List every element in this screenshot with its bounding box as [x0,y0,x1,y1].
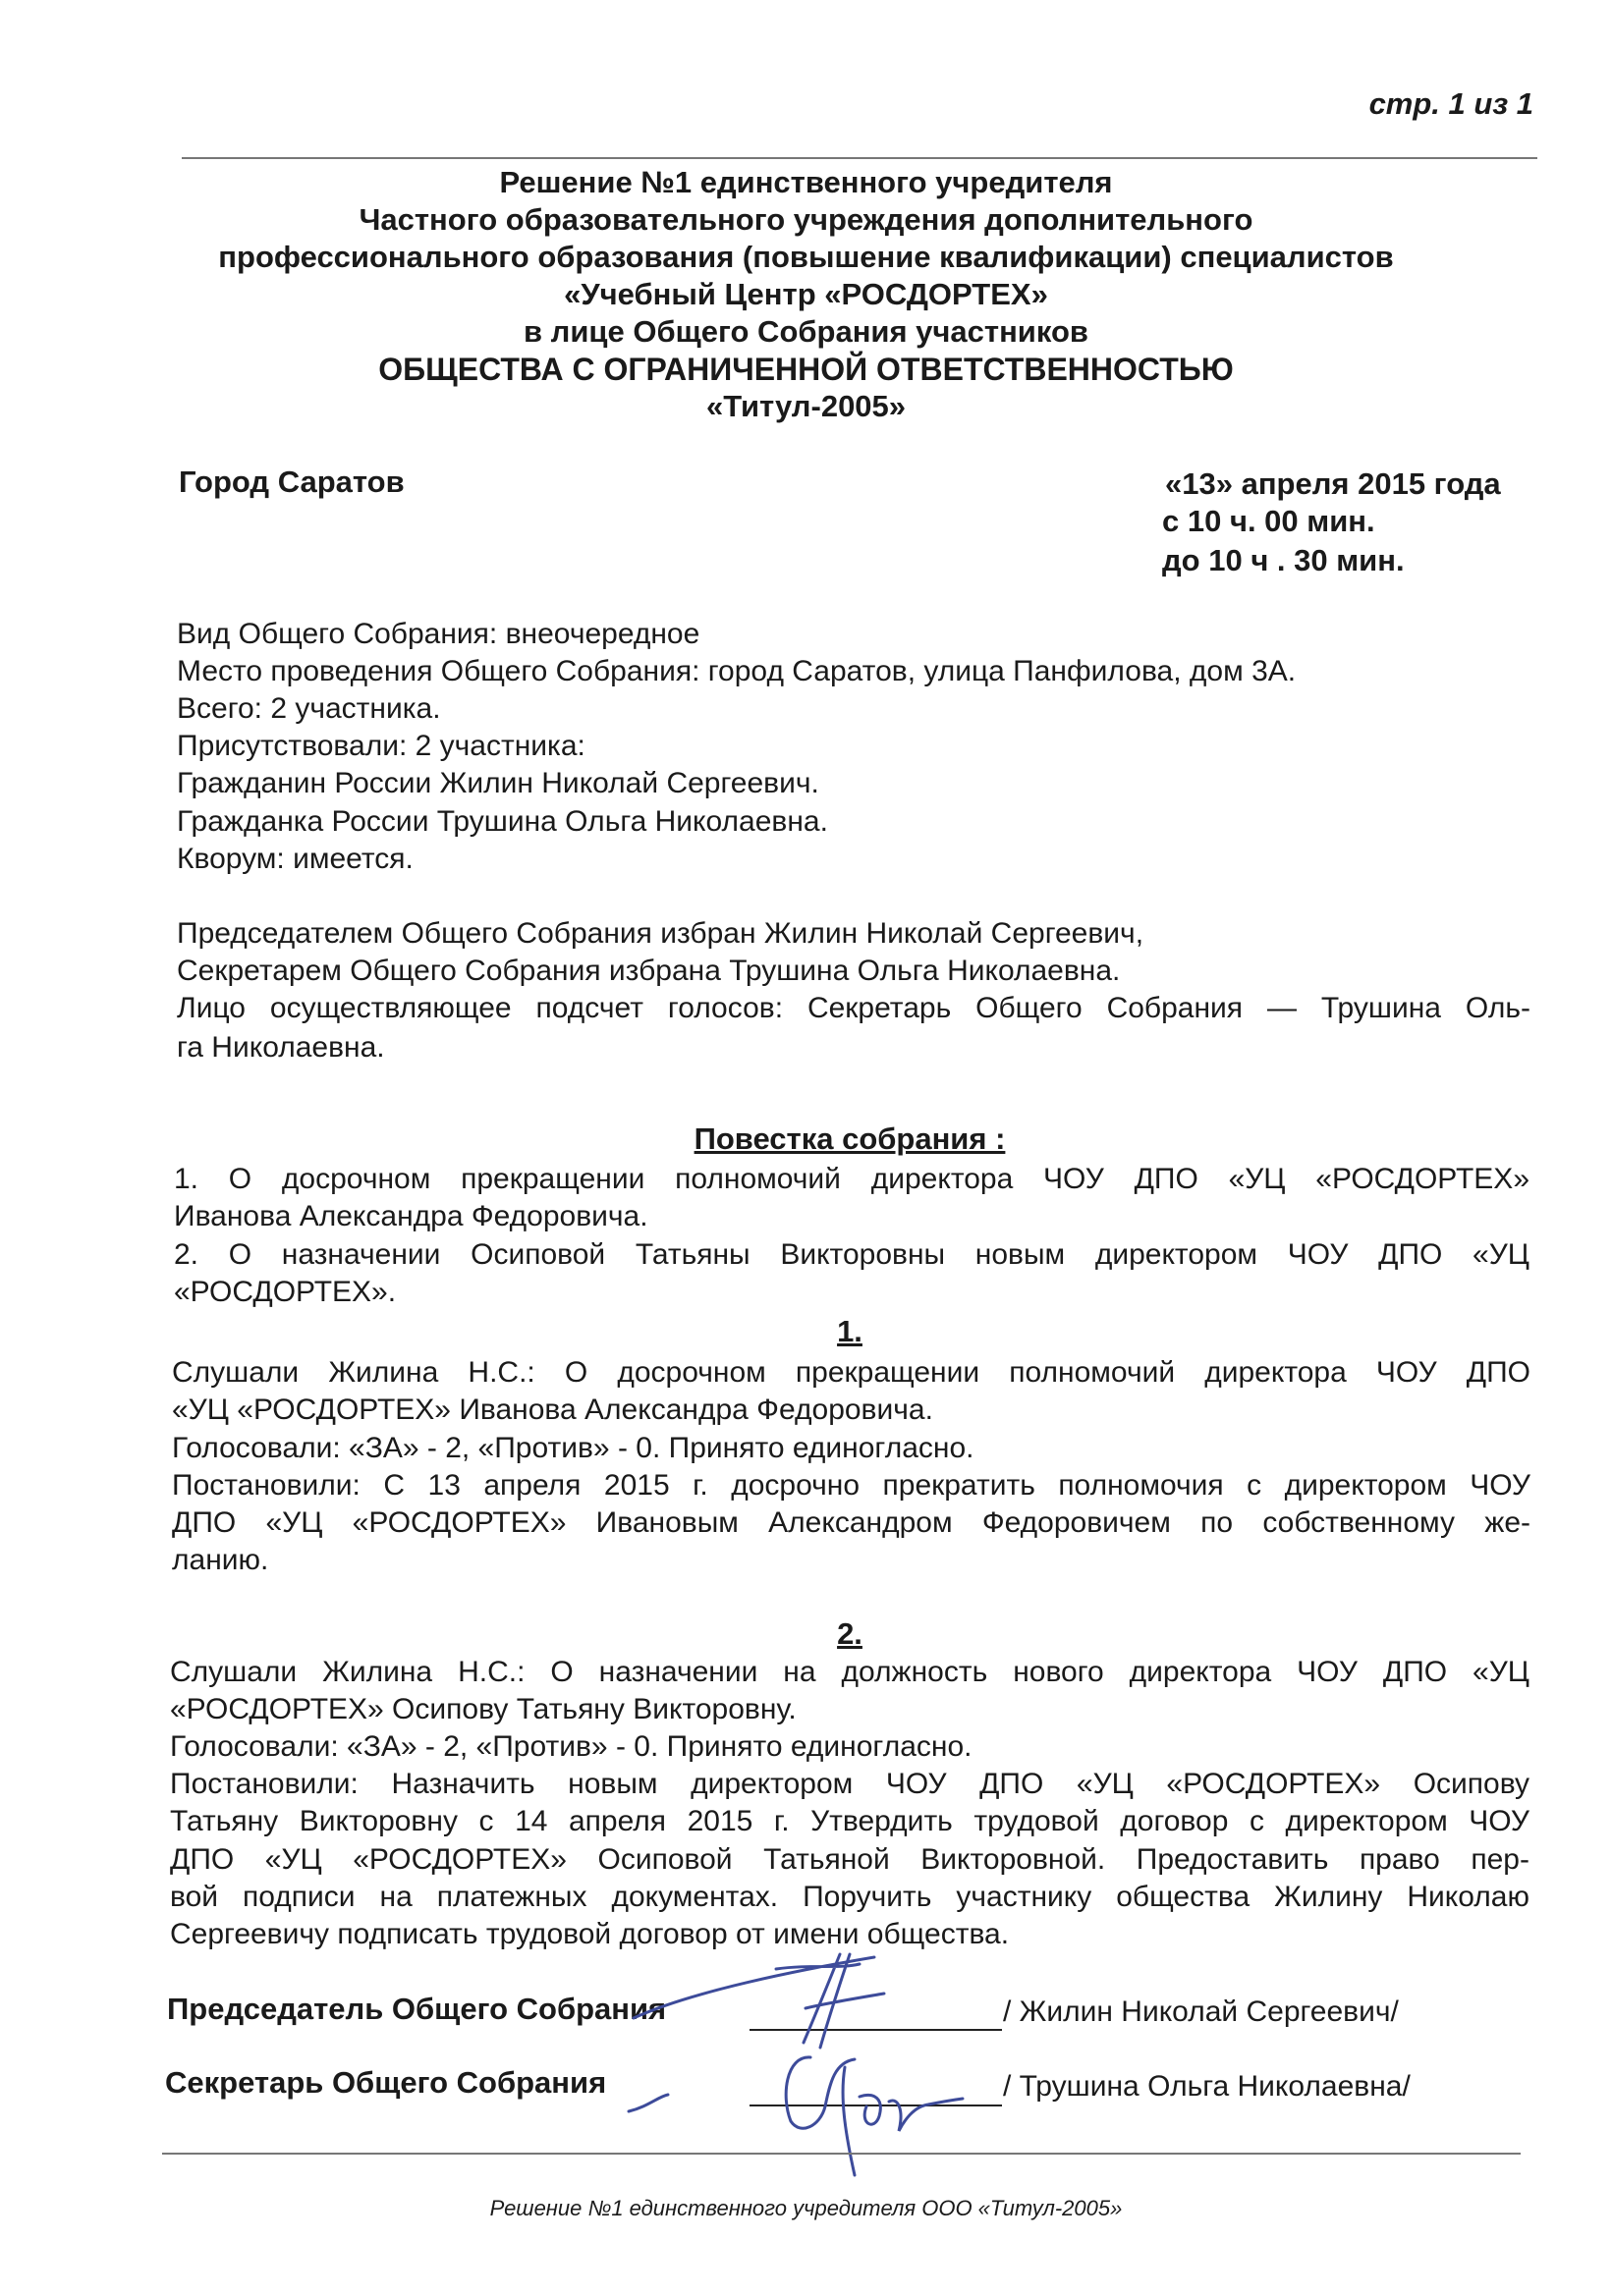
item-line: Постановили: Назначить новым директором ЧОУ ДПО «УЦ «РОСДОРТЕХ» Осипову [170,1768,1529,1800]
officer-line: Председателем Общего Собрания избран Жилин Николай Сергеевич, [177,917,1144,950]
agenda-heading: Повестка собрания : [694,1121,1006,1156]
item-line: «УЦ «РОСДОРТЕХ» Иванова Александра Федоровича. [172,1394,933,1426]
item-line: Слушали Жилина Н.С.: О назначении на должность нового директора ЧОУ ДПО «УЦ [170,1656,1529,1688]
secretary-title: Секретарь Общего Собрания [165,2065,607,2100]
info-line: Вид Общего Собрания: внеочередное [177,618,700,650]
info-line: Гражданка России Трушина Ольга Николаевна. [177,805,828,838]
title-line: в лице Общего Собрания участников [524,314,1088,349]
title-line: «Учебный Центр «РОСДОРТЕХ» [564,277,1048,311]
item-line: Слушали Жилина Н.С.: О досрочном прекращении полномочий директора ЧОУ ДПО [172,1356,1530,1389]
item-1-number: 1. [837,1314,862,1348]
footer-rule [162,2153,1521,2155]
page-number: стр. 1 из 1 [1368,86,1533,121]
agenda-line: 1. О досрочном прекращении полномочий директора ЧОУ ДПО «УЦ «РОСДОРТЕХ» [174,1163,1529,1195]
officer-line: Лицо осуществляющее подсчет голосов: Секретарь Общего Собрания — Трушина Оль- [177,992,1530,1024]
city: Город Саратов [179,465,405,499]
item-line: Сергеевичу подписать трудовой договор от имени общества. [170,1918,1010,1950]
title-line: ОБЩЕСТВА С ОГРАНИЧЕННОЙ ОТВЕТСТВЕННОСТЬЮ [378,352,1234,387]
chair-name: / Жилин Николай Сергеевич/ [1003,1995,1399,2028]
header-rule [182,157,1537,159]
info-line: Присутствовали: 2 участника: [177,730,585,762]
info-line: Гражданин России Жилин Николай Сергеевич. [177,767,819,799]
item-line: Голосовали: «ЗА» - 2, «Против» - 0. Принято единогласно. [170,1730,973,1763]
item-line: ДПО «УЦ «РОСДОРТЕХ» Осиповой Татьяной Викторовной. Предоставить право пер- [170,1843,1529,1876]
chair-title: Председатель Общего Собрания [167,1992,667,2026]
item-line: вой подписи на платежных документах. Поручить участнику общества Жилину Николаю [170,1881,1529,1913]
info-line: Кворум: имеется. [177,843,414,875]
document-title [0,164,1612,425]
title-line: Частного образовательного учреждения дополнительного [359,202,1253,237]
meeting-time-from: с 10 ч. 00 мин. [1162,504,1375,538]
item-line: Постановили: С 13 апреля 2015 г. досрочно прекратить полномочия с директором ЧОУ [172,1469,1530,1502]
item-line: ДПО «УЦ «РОСДОРТЕХ» Ивановым Александром Федоровичем по собственному же- [172,1506,1530,1539]
item-line: Голосовали: «ЗА» - 2, «Против» - 0. Принято единогласно. [172,1432,974,1464]
agenda-line: «РОСДОРТЕХ». [174,1276,397,1308]
meeting-time-to: до 10 ч . 30 мин. [1162,543,1405,577]
officer-line: Секретарем Общего Собрания избрана Трушина Ольга Николаевна. [177,955,1121,987]
title-line: «Титул-2005» [705,389,907,423]
title-line: Решение №1 единственного учредителя [499,165,1113,199]
footer-text: Решение №1 единственного учредителя ООО «Титул-2005» [489,2196,1123,2220]
secretary-signature [609,2038,982,2185]
title-line: профессионального образования (повышение квалификации) специалистов [218,240,1394,274]
item-line: ланию. [172,1544,269,1576]
secretary-name: / Трушина Ольга Николаевна/ [1003,2070,1411,2103]
info-line: Всего: 2 участника. [177,692,441,725]
item-line: Татьяну Викторовну с 14 апреля 2015 г. Утвердить трудовой договор с директором ЧОУ [170,1805,1529,1837]
meeting-date: «13» апреля 2015 года [1165,466,1501,501]
item-line: «РОСДОРТЕХ» Осипову Татьяну Викторовну. [170,1693,797,1725]
officer-line: га Николаевна. [177,1031,385,1064]
item-2-number: 2. [837,1616,862,1651]
agenda-line: Иванова Александра Федоровича. [174,1200,648,1232]
info-line: Место проведения Общего Собрания: город Саратов, улица Панфилова, дом 3А. [177,655,1297,687]
agenda-line: 2. О назначении Осиповой Татьяны Викторовны новым директором ЧОУ ДПО «УЦ [174,1238,1529,1271]
